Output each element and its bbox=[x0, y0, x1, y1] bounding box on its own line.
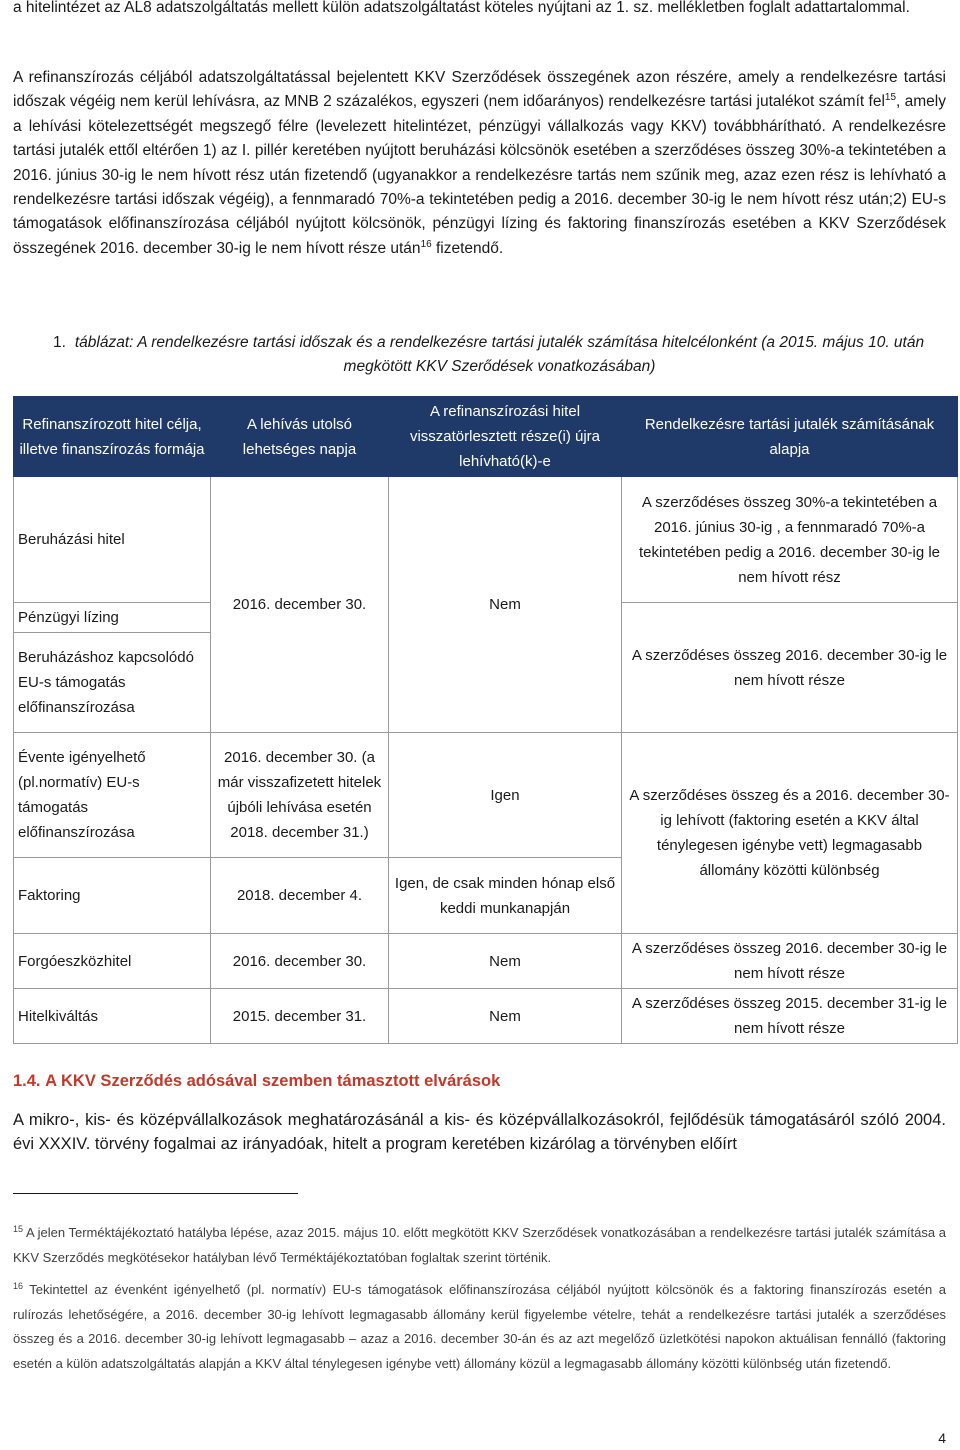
footnote-16 bbox=[13, 1278, 946, 1376]
cell-purpose-eu-evente: Évente igényelhető (pl.normatív) EU-s támogatás előfinanszírozása bbox=[14, 733, 211, 858]
header-redraw: A refinanszírozási hitel visszatörlesztett része(i) újra lehívható(k)-e bbox=[389, 397, 622, 477]
cell-date-group1: 2016. december 30. bbox=[211, 477, 389, 733]
cell-purpose-beruhazasi: Beruházási hitel bbox=[14, 477, 211, 603]
cell-purpose-faktoring: Faktoring bbox=[14, 858, 211, 934]
table-row bbox=[14, 733, 958, 858]
footnote-15-text: A jelen Terméktájékoztató hatályba lépése, azaz 2015. május 10. előtt megkötött KKV Szerződések vonatkozásában a rendelkezésre tartási jutalék számítása a KKV Szerződés megkötésekor hatályban lévő Terméktájékoztatóban foglaltak szerint történik. bbox=[13, 1225, 946, 1265]
table-row bbox=[14, 477, 958, 603]
header-last-draw-date: A lehívás utolsó lehetséges napja bbox=[211, 397, 389, 477]
section-number: 1.4. bbox=[13, 1072, 41, 1090]
table-row bbox=[14, 934, 958, 989]
cell-date-eu-evente: 2016. december 30. (a már visszafizetett hitelek újbóli lehívása esetén 2018. december 31.) bbox=[211, 733, 389, 858]
credit-purpose-table bbox=[13, 396, 958, 1044]
table-caption-text: táblázat: A rendelkezésre tartási időszak és a rendelkezésre tartási jutalék számítása hitelcélonként (a 2015. május 10. után megkötött KKV Szerődések vonatkozásában) bbox=[74, 334, 925, 375]
paragraph-2 bbox=[13, 66, 946, 261]
table-caption bbox=[53, 331, 946, 379]
paragraph-2-part-1: A refinanszírozás céljából adatszolgáltatással bejelentett KKV Szerződések összegének azon részére, amely a rendelkezésre tartási időszak végéig nem kerül lehívásra, az MNB 2 százalékos, egyszeri (nem időarányos) rendelkezésre tartási jutalékot számít fel bbox=[13, 69, 946, 111]
paragraph-2-part-2: , amely a lehívási kötelezettségét megszegő félre (levelezett hitelintézet, pénzügyi vállalkozás vagy KKV) továbbhárítható. A rendelkezésre tartási jutalék ettől eltérően 1) az I. pillér keretében nyújtott beruházási kölcsönök esetében a szerződéses összeg 30%-a tekintetében a 2016. június 30-ig le nem hívott rész után fizetendő (ugyanakkor a rendelkezésre tartás nem szűnik meg, azaz ezen rész is lehívható a rendelkezésre tartási időszak végéig), a fennmaradó 70%-a tekintetében pedig a 2016. december 30-ig le nem hívott rész után;2) EU-s támogatások előfinanszírozása céljából nyújtott kölcsönök, pénzügyi lízing és faktoring finanszírozás esetében a KKV Szerződések összegének 2016. december 30-ig le nem hívott része után bbox=[13, 93, 946, 257]
table-caption-number: 1. bbox=[53, 334, 66, 351]
cell-date-faktoring: 2018. december 4. bbox=[211, 858, 389, 934]
cell-purpose-forgo: Forgóeszközhitel bbox=[14, 934, 211, 989]
footnote-16-text: Tekintettel az évenként igényelhető (pl. normatív) EU-s támogatások előfinanszírozása céljából nyújtott kölcsönök és a faktoring finanszírozás esetén a rulírozás lehetőségére, a 2016. december 30-ig lehívott legmagasabb állomány kerül figyelembe vételre, tehát a rendelkezésre tartási jutalék a szerződéses összeg és a 2016. december 30-ig lehívott legmagasabb – azaz a 2016. december 30-án és az azt megelőző üzletkötési napokon aktuálisan fennálló (faktoring esetén a külön adatszolgáltatás alapján a KKV által ténylegesen igénybe vett) állomány közül a legmagasabb állomány közötti különbség után fizetendő. bbox=[13, 1282, 946, 1371]
page-number: 4 bbox=[938, 1430, 946, 1446]
footnote-ref-16[interactable]: 16 bbox=[420, 238, 432, 250]
cell-date-hitelkivaltas: 2015. december 31. bbox=[211, 989, 389, 1044]
footnote-ref-15[interactable]: 15 bbox=[884, 92, 897, 104]
paragraph-2-part-3: fizetendő. bbox=[431, 239, 504, 257]
cell-redraw-hitelkivaltas: Nem bbox=[389, 989, 622, 1044]
cell-purpose-hitelkivaltas: Hitelkiváltás bbox=[14, 989, 211, 1044]
cell-basis-eu-faktoring: A szerződéses összeg és a 2016. december 30-ig lehívott (faktoring esetén a KKV által ténylegesen igénybe vett) legmagasabb állomány közötti különbség bbox=[622, 733, 958, 934]
footnote-separator bbox=[13, 1193, 298, 1194]
paragraph-1: a hitelintézet az AL8 adatszolgáltatás mellett külön adatszolgáltatást köteles nyújtani az 1. sz. mellékletben foglalt adattartalommal. bbox=[13, 0, 910, 16]
cell-basis-forgo: A szerződéses összeg 2016. december 30-ig le nem hívott része bbox=[622, 934, 958, 989]
cell-redraw-eu-evente: Igen bbox=[389, 733, 622, 858]
section-heading bbox=[13, 1072, 946, 1091]
table-row bbox=[14, 989, 958, 1044]
footnote-16-number: 16 bbox=[13, 1281, 24, 1291]
cell-purpose-lizing: Pénzügyi lízing bbox=[14, 603, 211, 633]
header-purpose: Refinanszírozott hitel célja, illetve finanszírozás formája bbox=[14, 397, 211, 477]
footnote-15-number: 15 bbox=[13, 1224, 24, 1234]
cell-basis-lizing-eu: A szerződéses összeg 2016. december 30-ig le nem hívott része bbox=[622, 603, 958, 733]
cell-date-forgo: 2016. december 30. bbox=[211, 934, 389, 989]
cell-basis-beruhazasi: A szerződéses összeg 30%-a tekintetében a 2016. június 30-ig , a fennmaradó 70%-a tekintetében pedig a 2016. december 30-ig le nem hívott rész bbox=[622, 477, 958, 603]
cell-purpose-eu-beruh: Beruházáshoz kapcsolódó EU-s támogatás előfinanszírozása bbox=[14, 633, 211, 733]
paragraph-3: A mikro-, kis- és középvállalkozások meghatározásánál a kis- és középvállalkozásokról, fejlődésük támogatásáról szóló 2004. évi XXXIV. törvény fogalmai az irányadóak, hitelt a program keretében kizárólag a törvényben előírt bbox=[13, 1111, 946, 1154]
cell-basis-hitelkivaltas: A szerződéses összeg 2015. december 31-ig le nem hívott része bbox=[622, 989, 958, 1044]
cell-redraw-faktoring: Igen, de csak minden hónap első keddi munkanapján bbox=[389, 858, 622, 934]
cell-redraw-group1: Nem bbox=[389, 477, 622, 733]
section-title: A KKV Szerződés adósával szemben támasztott elvárások bbox=[45, 1072, 501, 1090]
table-header-row bbox=[14, 397, 958, 477]
cell-redraw-forgo: Nem bbox=[389, 934, 622, 989]
footnote-15 bbox=[13, 1221, 946, 1270]
header-fee-basis: Rendelkezésre tartási jutalék számításának alapja bbox=[622, 397, 958, 477]
